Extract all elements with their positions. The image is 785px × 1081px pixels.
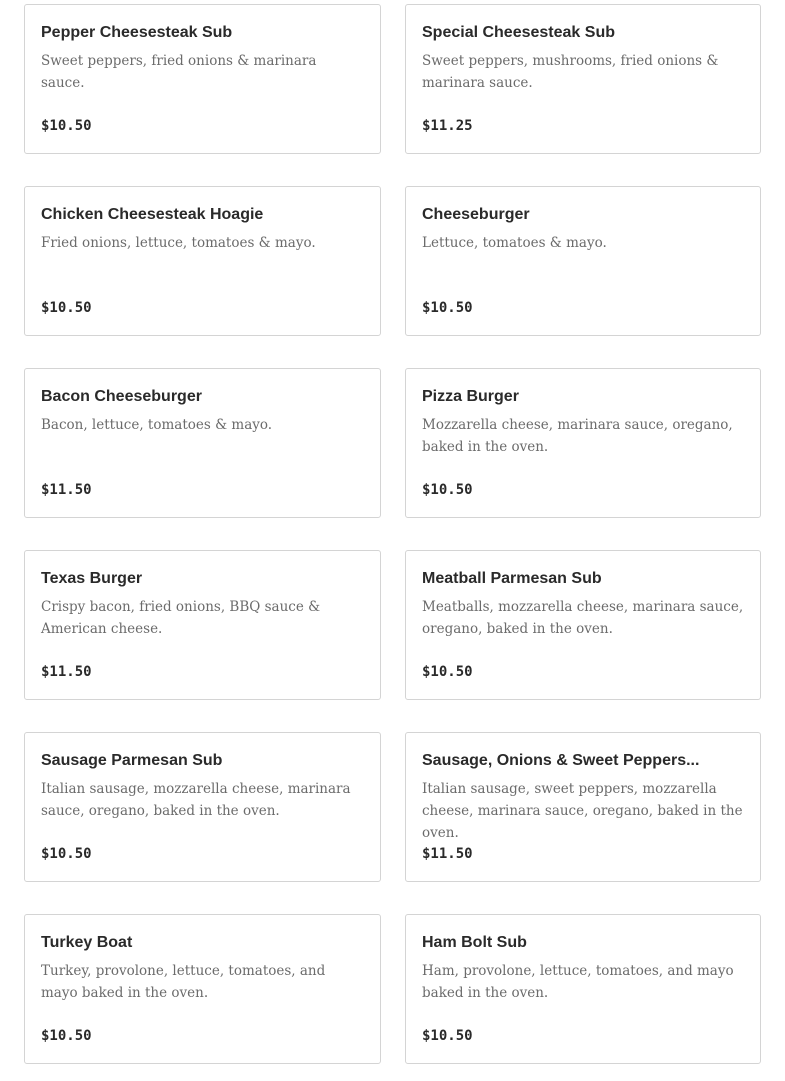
menu-item-name: Turkey Boat: [41, 934, 133, 951]
menu-item-description: Meatballs, mozzarella cheese, marinara sauce, oregano, baked in the oven.: [422, 599, 744, 637]
menu-item-description: Lettuce, tomatoes & mayo.: [422, 235, 607, 251]
menu-item-name: Sausage, Onions & Sweet Peppers...: [422, 752, 700, 769]
menu-item-price: $11.50: [41, 664, 92, 680]
menu-item-card[interactable]: [24, 368, 381, 518]
menu-item-price: $10.50: [422, 1028, 473, 1044]
menu-item-description: Crispy bacon, fried onions, BBQ sauce & American cheese.: [41, 599, 321, 637]
menu-item-name: Texas Burger: [41, 570, 143, 587]
menu-item-card[interactable]: [24, 914, 381, 1064]
menu-item-name: Ham Bolt Sub: [422, 934, 527, 951]
menu-item-price: $10.50: [41, 1028, 92, 1044]
menu-item-description: Italian sausage, sweet peppers, mozzarella cheese, marinara sauce, oregano, baked in the oven.: [422, 781, 743, 841]
menu-item-price: $10.50: [422, 482, 473, 498]
menu-item-name: Sausage Parmesan Sub: [41, 752, 223, 769]
menu-item-price: $11.50: [41, 482, 92, 498]
menu-item-description: Bacon, lettuce, tomatoes & mayo.: [41, 417, 273, 433]
menu-item-price: $10.50: [41, 118, 92, 134]
menu-item-description: Italian sausage, mozzarella cheese, marinara sauce, oregano, baked in the oven.: [41, 781, 351, 819]
menu-item-price: $10.50: [41, 300, 92, 316]
menu-item-card[interactable]: [405, 368, 761, 518]
menu-item-card[interactable]: [405, 914, 761, 1064]
menu-item-card[interactable]: [405, 550, 761, 700]
menu-item-name: Pizza Burger: [422, 388, 519, 405]
menu-item-card[interactable]: [24, 732, 381, 882]
menu-item-description: Sweet peppers, fried onions & marinara sauce.: [41, 53, 317, 91]
menu-item-description: Mozzarella cheese, marinara sauce, oregano, baked in the oven.: [422, 417, 733, 455]
menu-item-card[interactable]: [24, 4, 381, 154]
menu-item-name: Chicken Cheesesteak Hoagie: [41, 206, 264, 223]
menu-item-name: Special Cheesesteak Sub: [422, 24, 615, 41]
menu-item-description: Ham, provolone, lettuce, tomatoes, and mayo baked in the oven.: [422, 963, 734, 1001]
menu-item-description: Fried onions, lettuce, tomatoes & mayo.: [41, 235, 316, 251]
menu-item-name: Cheeseburger: [422, 206, 530, 223]
menu-item-price: $10.50: [422, 664, 473, 680]
menu-item-name: Meatball Parmesan Sub: [422, 570, 602, 587]
menu-item-price: $11.50: [422, 846, 473, 862]
menu-item-card[interactable]: [405, 732, 761, 882]
menu-item-description: Turkey, provolone, lettuce, tomatoes, and mayo baked in the oven.: [41, 963, 326, 1001]
menu-item-name: Pepper Cheesesteak Sub: [41, 24, 233, 41]
menu-item-price: $10.50: [41, 846, 92, 862]
menu-item-card[interactable]: [24, 186, 381, 336]
menu-item-description: Sweet peppers, mushrooms, fried onions & marinara sauce.: [422, 53, 719, 91]
menu-item-card[interactable]: [24, 550, 381, 700]
menu-item-price: $10.50: [422, 300, 473, 316]
menu-item-name: Bacon Cheeseburger: [41, 388, 202, 405]
menu-item-card[interactable]: [405, 4, 761, 154]
menu-item-card[interactable]: [405, 186, 761, 336]
menu-item-grid: [24, 4, 761, 1064]
menu-item-price: $11.25: [422, 118, 473, 134]
